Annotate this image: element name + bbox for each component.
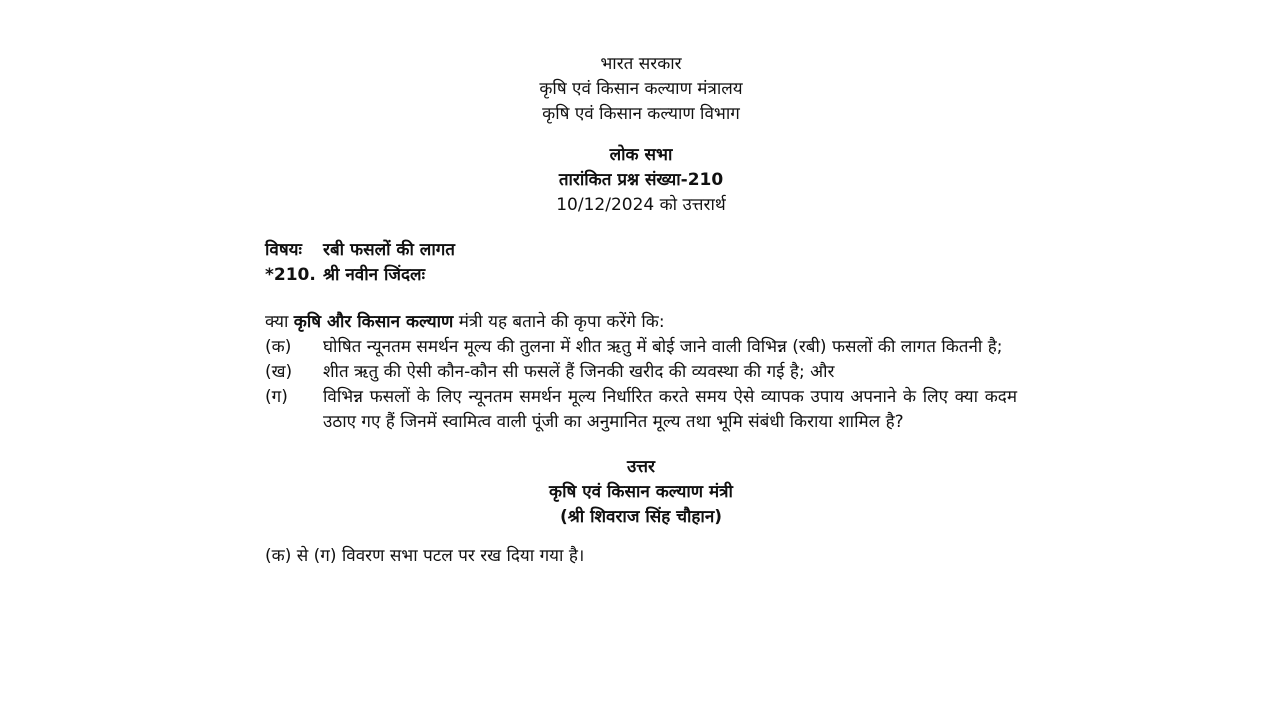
minister-title: कृषि एवं किसान कल्याण मंत्री [549, 482, 733, 502]
answer-date: 10/12/2024 को उत्तरार्थ [556, 195, 726, 215]
question-part [265, 385, 1017, 435]
government-header [265, 52, 1017, 127]
subject-row [265, 238, 1017, 263]
header-ministry: कृषि एवं किसान कल्याण मंत्रालय [539, 79, 743, 99]
part-marker: (ग) [265, 387, 288, 407]
question-intro-prefix: क्या [265, 312, 289, 332]
subject-label: विषयः [265, 240, 302, 260]
part-marker: (ख) [265, 362, 293, 382]
document-body [265, 52, 1017, 569]
minister-name: (श्री शिवराज सिंह चौहान) [559, 507, 723, 527]
question-ministry: कृषि और किसान कल्याण [293, 312, 454, 332]
header-government: भारत सरकार [600, 54, 682, 74]
question-intro-suffix: मंत्री यह बताने की कृपा करेंगे कि: [458, 312, 665, 332]
question-part [265, 360, 1017, 385]
part-text: शीत ऋतु की ऐसी कौन-कौन सी फसलें हैं जिनकी खरीद की व्यवस्था की गई है; और [323, 362, 835, 382]
subject-block [265, 238, 1017, 288]
part-marker: (क) [265, 337, 292, 357]
questioner-name: श्री नवीन जिंदलः [323, 265, 426, 285]
answer-header [265, 455, 1017, 530]
answer-text: (क) से (ग) विवरण सभा पटल पर रख दिया गया है। [265, 546, 585, 566]
question-number: *210. [265, 265, 316, 285]
answer-heading: उत्तर [626, 457, 656, 477]
question-part [265, 335, 1017, 360]
house-name: लोक सभा [609, 145, 673, 165]
part-text: घोषित न्यूनतम समर्थन मूल्य की तुलना में शीत ऋतु में बोई जाने वाली विभिन्न (रबी) फसलों की लागत कितनी है; [323, 337, 1003, 357]
house-header [265, 143, 1017, 218]
part-text: विभिन्न फसलों के लिए न्यूनतम समर्थन मूल्य निर्धारित करते समय ऐसे व्यापक उपाय अपनाने के लिए क्या कदम उठाए गए हैं जिनमें स्वामित्व वाली पूंजी का अनुमानित मूल्य तथा भूमि संबंधी किराया शामिल है? [323, 387, 1017, 432]
question-type: तारांकित प्रश्न संख्या-210 [558, 170, 724, 190]
question-intro [265, 310, 1017, 335]
subject-text: रबी फसलों की लागत [323, 240, 455, 260]
question-block [265, 310, 1017, 435]
questioner-row [265, 263, 1017, 288]
header-department: कृषि एवं किसान कल्याण विभाग [542, 104, 740, 124]
